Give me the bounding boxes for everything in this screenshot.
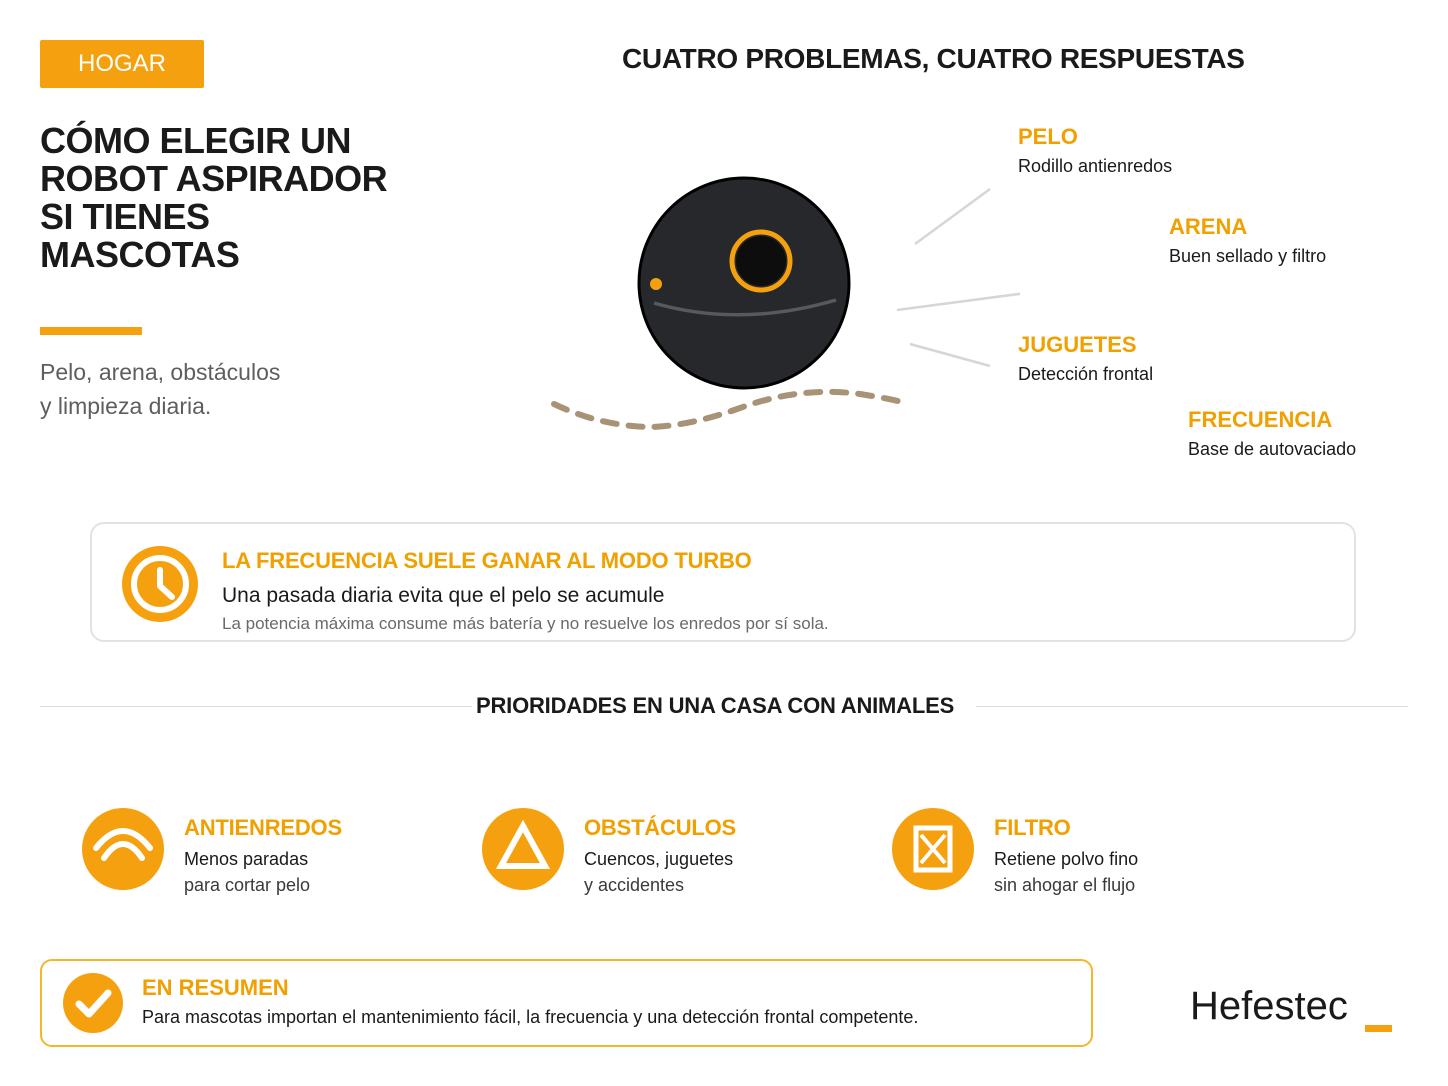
priority-line2: y accidentes	[584, 875, 685, 895]
title-line: MASCOTAS	[40, 234, 240, 275]
problem-frecuencia	[1188, 407, 1356, 460]
brand-logo: Hefestec	[1190, 984, 1348, 1028]
problem-answer: Detección frontal	[1018, 364, 1154, 384]
priority-filtro	[994, 815, 1138, 896]
callout-subtitle: Una pasada diaria evita que el pelo se acumule	[222, 584, 665, 607]
filter-icon	[892, 808, 974, 890]
title-line: CÓMO ELEGIR UN	[40, 120, 352, 161]
problem-label: PELO	[1018, 124, 1078, 149]
triangle-icon	[482, 808, 564, 890]
brand-accent-bar	[1365, 1025, 1392, 1032]
check-icon	[63, 973, 123, 1033]
section-heading: CUATRO PROBLEMAS, CUATRO RESPUESTAS	[622, 43, 1245, 74]
priority-line2: para cortar pelo	[184, 875, 311, 895]
priority-obstaculos	[584, 815, 736, 896]
divider-right	[976, 706, 1408, 707]
problem-answer: Buen sellado y filtro	[1169, 246, 1327, 266]
clock-icon	[122, 546, 198, 622]
problem-arena	[1169, 214, 1326, 267]
priorities-heading: PRIORIDADES EN UNA CASA CON ANIMALES	[476, 693, 955, 718]
callout-lines	[897, 189, 1020, 366]
callout-note: La potencia máxima consume más batería y no resuelve los enredos por sí sola.	[222, 614, 829, 633]
arc-icon	[82, 808, 164, 890]
problem-answer: Rodillo antienredos	[1018, 156, 1173, 176]
subtitle-line: Pelo, arena, obstáculos	[40, 359, 281, 385]
page-title	[40, 122, 460, 274]
summary-text: Para mascotas importan el mantenimiento fácil, la frecuencia y una detección frontal competente.	[142, 1007, 919, 1027]
priority-title: OBSTÁCULOS	[584, 815, 737, 840]
priority-line1: Cuencos, juguetes	[584, 849, 734, 869]
callout-title: LA FRECUENCIA SUELE GANAR AL MODO TURBO	[222, 548, 752, 573]
subtitle-line: y limpieza diaria.	[40, 393, 212, 419]
priority-line1: Menos paradas	[184, 849, 309, 869]
robot-vacuum-icon	[639, 178, 849, 388]
problem-label: FRECUENCIA	[1188, 407, 1333, 432]
problem-answer: Base de autovaciado	[1188, 439, 1357, 459]
title-line: ROBOT ASPIRADOR	[40, 158, 388, 199]
priority-line1: Retiene polvo fino	[994, 849, 1139, 869]
robot-illustration	[540, 160, 1020, 450]
robot-trail	[554, 392, 898, 427]
title-line: SI TIENES	[40, 196, 210, 237]
priority-antienredos	[184, 815, 342, 896]
summary-title: EN RESUMEN	[142, 975, 289, 1000]
divider-left	[40, 706, 472, 707]
category-badge: HOGAR	[40, 40, 204, 88]
problem-pelo	[1018, 124, 1172, 177]
problem-label: JUGUETES	[1018, 332, 1137, 357]
title-accent-bar	[40, 327, 142, 335]
summary-box	[40, 959, 1093, 1047]
priority-title: ANTIENREDOS	[184, 815, 342, 840]
problem-label: ARENA	[1169, 214, 1248, 239]
priority-line2: sin ahogar el flujo	[994, 875, 1136, 895]
problem-juguetes	[1018, 332, 1153, 385]
page-subtitle	[40, 355, 280, 423]
priority-title: FILTRO	[994, 815, 1071, 840]
